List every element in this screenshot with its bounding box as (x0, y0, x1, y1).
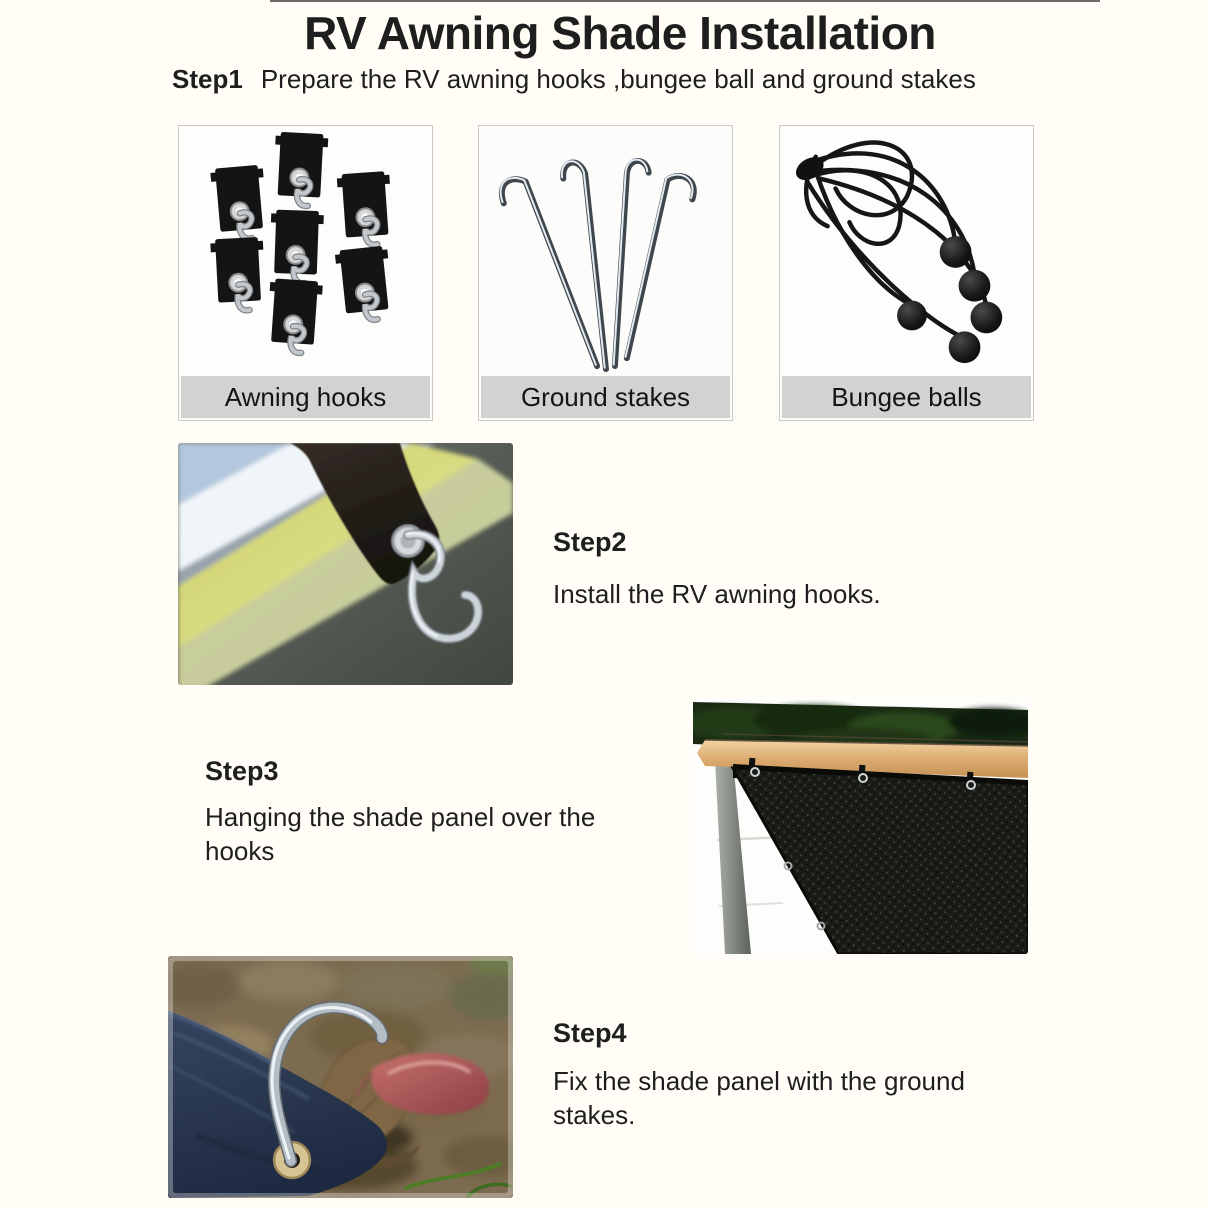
step4-text: Fix the shade panel with the ground stakes. (553, 1066, 965, 1130)
ground-stake-fixed-photo (168, 956, 513, 1198)
part-caption: Bungee balls (782, 376, 1031, 418)
step3-label: Step3 (205, 756, 279, 786)
top-edge-line (270, 0, 1100, 2)
page-title: RV Awning Shade Installation (304, 7, 936, 59)
part-card-bungee-balls (779, 125, 1034, 421)
step2-label: Step2 (553, 527, 627, 557)
awning-hook-installed-photo (178, 443, 513, 685)
part-card-ground-stakes (478, 125, 733, 421)
bungee-balls-photo (780, 126, 1033, 376)
part-card-awning-hooks (178, 125, 433, 421)
step2-text: Install the RV awning hooks. (553, 579, 881, 609)
part-caption: Awning hooks (181, 376, 430, 418)
step4-label: Step4 (553, 1018, 627, 1048)
shade-panel-hanging-photo (693, 698, 1028, 954)
step1-label: Step1 (172, 64, 243, 94)
step3-text: Hanging the shade panel over the hooks (205, 802, 596, 866)
part-caption: Ground stakes (481, 376, 730, 418)
step1-header (172, 64, 976, 95)
step1-text: Prepare the RV awning hooks ,bungee ball and ground stakes (260, 64, 976, 94)
ground-stakes-photo (479, 126, 732, 376)
awning-hooks-photo (179, 126, 432, 376)
